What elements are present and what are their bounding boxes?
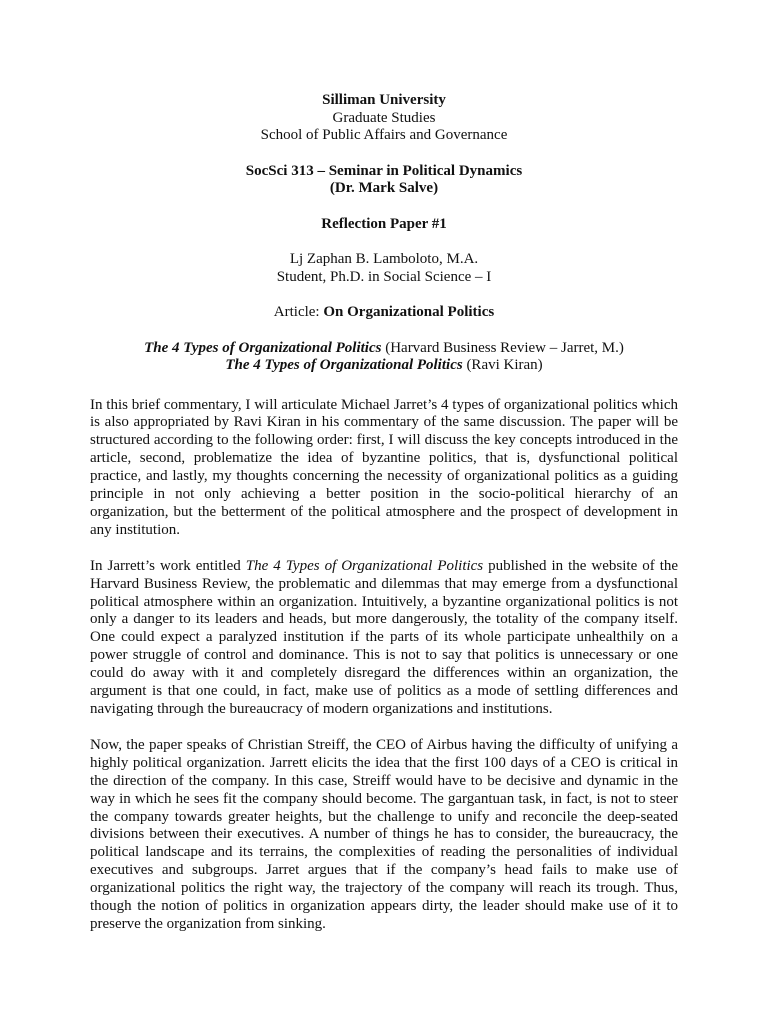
article-line xyxy=(90,304,678,322)
graduate-studies: Graduate Studies xyxy=(332,109,436,126)
course-title: SocSci 313 – Seminar in Political Dynamics xyxy=(245,162,523,179)
paragraph-streiff: Now, the paper speaks of Christian Streiff, the CEO of Airbus having the difficulty of unifying a highly political organization. Jarrett elicits the idea that the first 100 days of a CEO is critical in the direction of the company. In this case, Streiff would have to be decisive and dynamic in the way in which he sees fit the company should become. The gargantuan task, in fact, is not to steer the company towards greater heights, but the challenge to unify and reconcile the deep-seated divisions between their executives. A number of things he has to consider, the bureaucracy, the political landscape and its terrains, the complexities of reading the personalities of individual executives and subgroups. Jarret argues that if the company’s head fails to make use of organizational politics the right way, the trajectory of the company will reach its trough. Thus, though the notion of politics in organization appears dirty, the leader should make use of it to preserve the organization from sinking. xyxy=(90,736,678,932)
reference-1 xyxy=(90,340,678,358)
reference-title: The 4 Types of Organizational Politics xyxy=(225,357,463,373)
article-title: On Organizational Politics xyxy=(323,304,495,320)
author-role: Student, Ph.D. in Social Science – I xyxy=(276,268,492,285)
instructor-name: (Dr. Mark Salve) xyxy=(329,180,439,196)
paragraph-article-title: The 4 Types of Organizational Politics xyxy=(245,557,484,574)
reference-2 xyxy=(90,357,678,375)
paragraph-jarrett xyxy=(90,558,678,719)
reference-source: (Ravi Kiran) xyxy=(462,357,543,373)
paragraph-text: In Jarrett’s work entitled xyxy=(90,557,246,574)
school-name: School of Public Affairs and Governance xyxy=(260,127,508,143)
university-name: Silliman University xyxy=(322,92,446,108)
reference-title: The 4 Types of Organizational Politics xyxy=(144,339,382,356)
article-prefix: Article: xyxy=(273,304,324,320)
document-page xyxy=(90,92,678,934)
paragraph-intro: In this brief commentary, I will articulate Michael Jarret’s 4 types of organizational politics which is also appropriated by Ravi Kiran in his commentary of the same discussion. The paper will be structured according to the following order: first, I will discuss the key concepts introduced in the article, second, problematize the idea of byzantine politics, that is, dysfunctional political practice, and lastly, my thoughts concerning the necessity of organizational politics as a guiding principle in not only achieving a better position in the socio-political hierarchy of an organization, but the betterment of the political atmosphere and the prospect of development in any institution. xyxy=(90,396,678,538)
reference-source: (Harvard Business Review – Jarret, M.) xyxy=(381,339,624,356)
paragraph-text: published in the website of the Harvard Business Review, the problematic and dilemmas that may emerge from a dysfunctional political atmosphere within an organization. Intuitively, a byzantine organizational politics is not only a danger to its leaders and heads, but more dangerously, the totality of the company itself. One could expect a paralyzed institution if the parts of its whole participate unhealthily on a power struggle of control and dominance. This is not to say that politics is unnecessary or one could do away with it and completely disregard the differences within an organization, the argument is that one could, in fact, make use of politics as a mode of settling differences and navigating through the bureaucracy of modern organizations and institutions. xyxy=(90,557,679,717)
author-name: Lj Zaphan B. Lamboloto, M.A. xyxy=(289,251,479,267)
paper-title: Reflection Paper #1 xyxy=(321,215,447,232)
